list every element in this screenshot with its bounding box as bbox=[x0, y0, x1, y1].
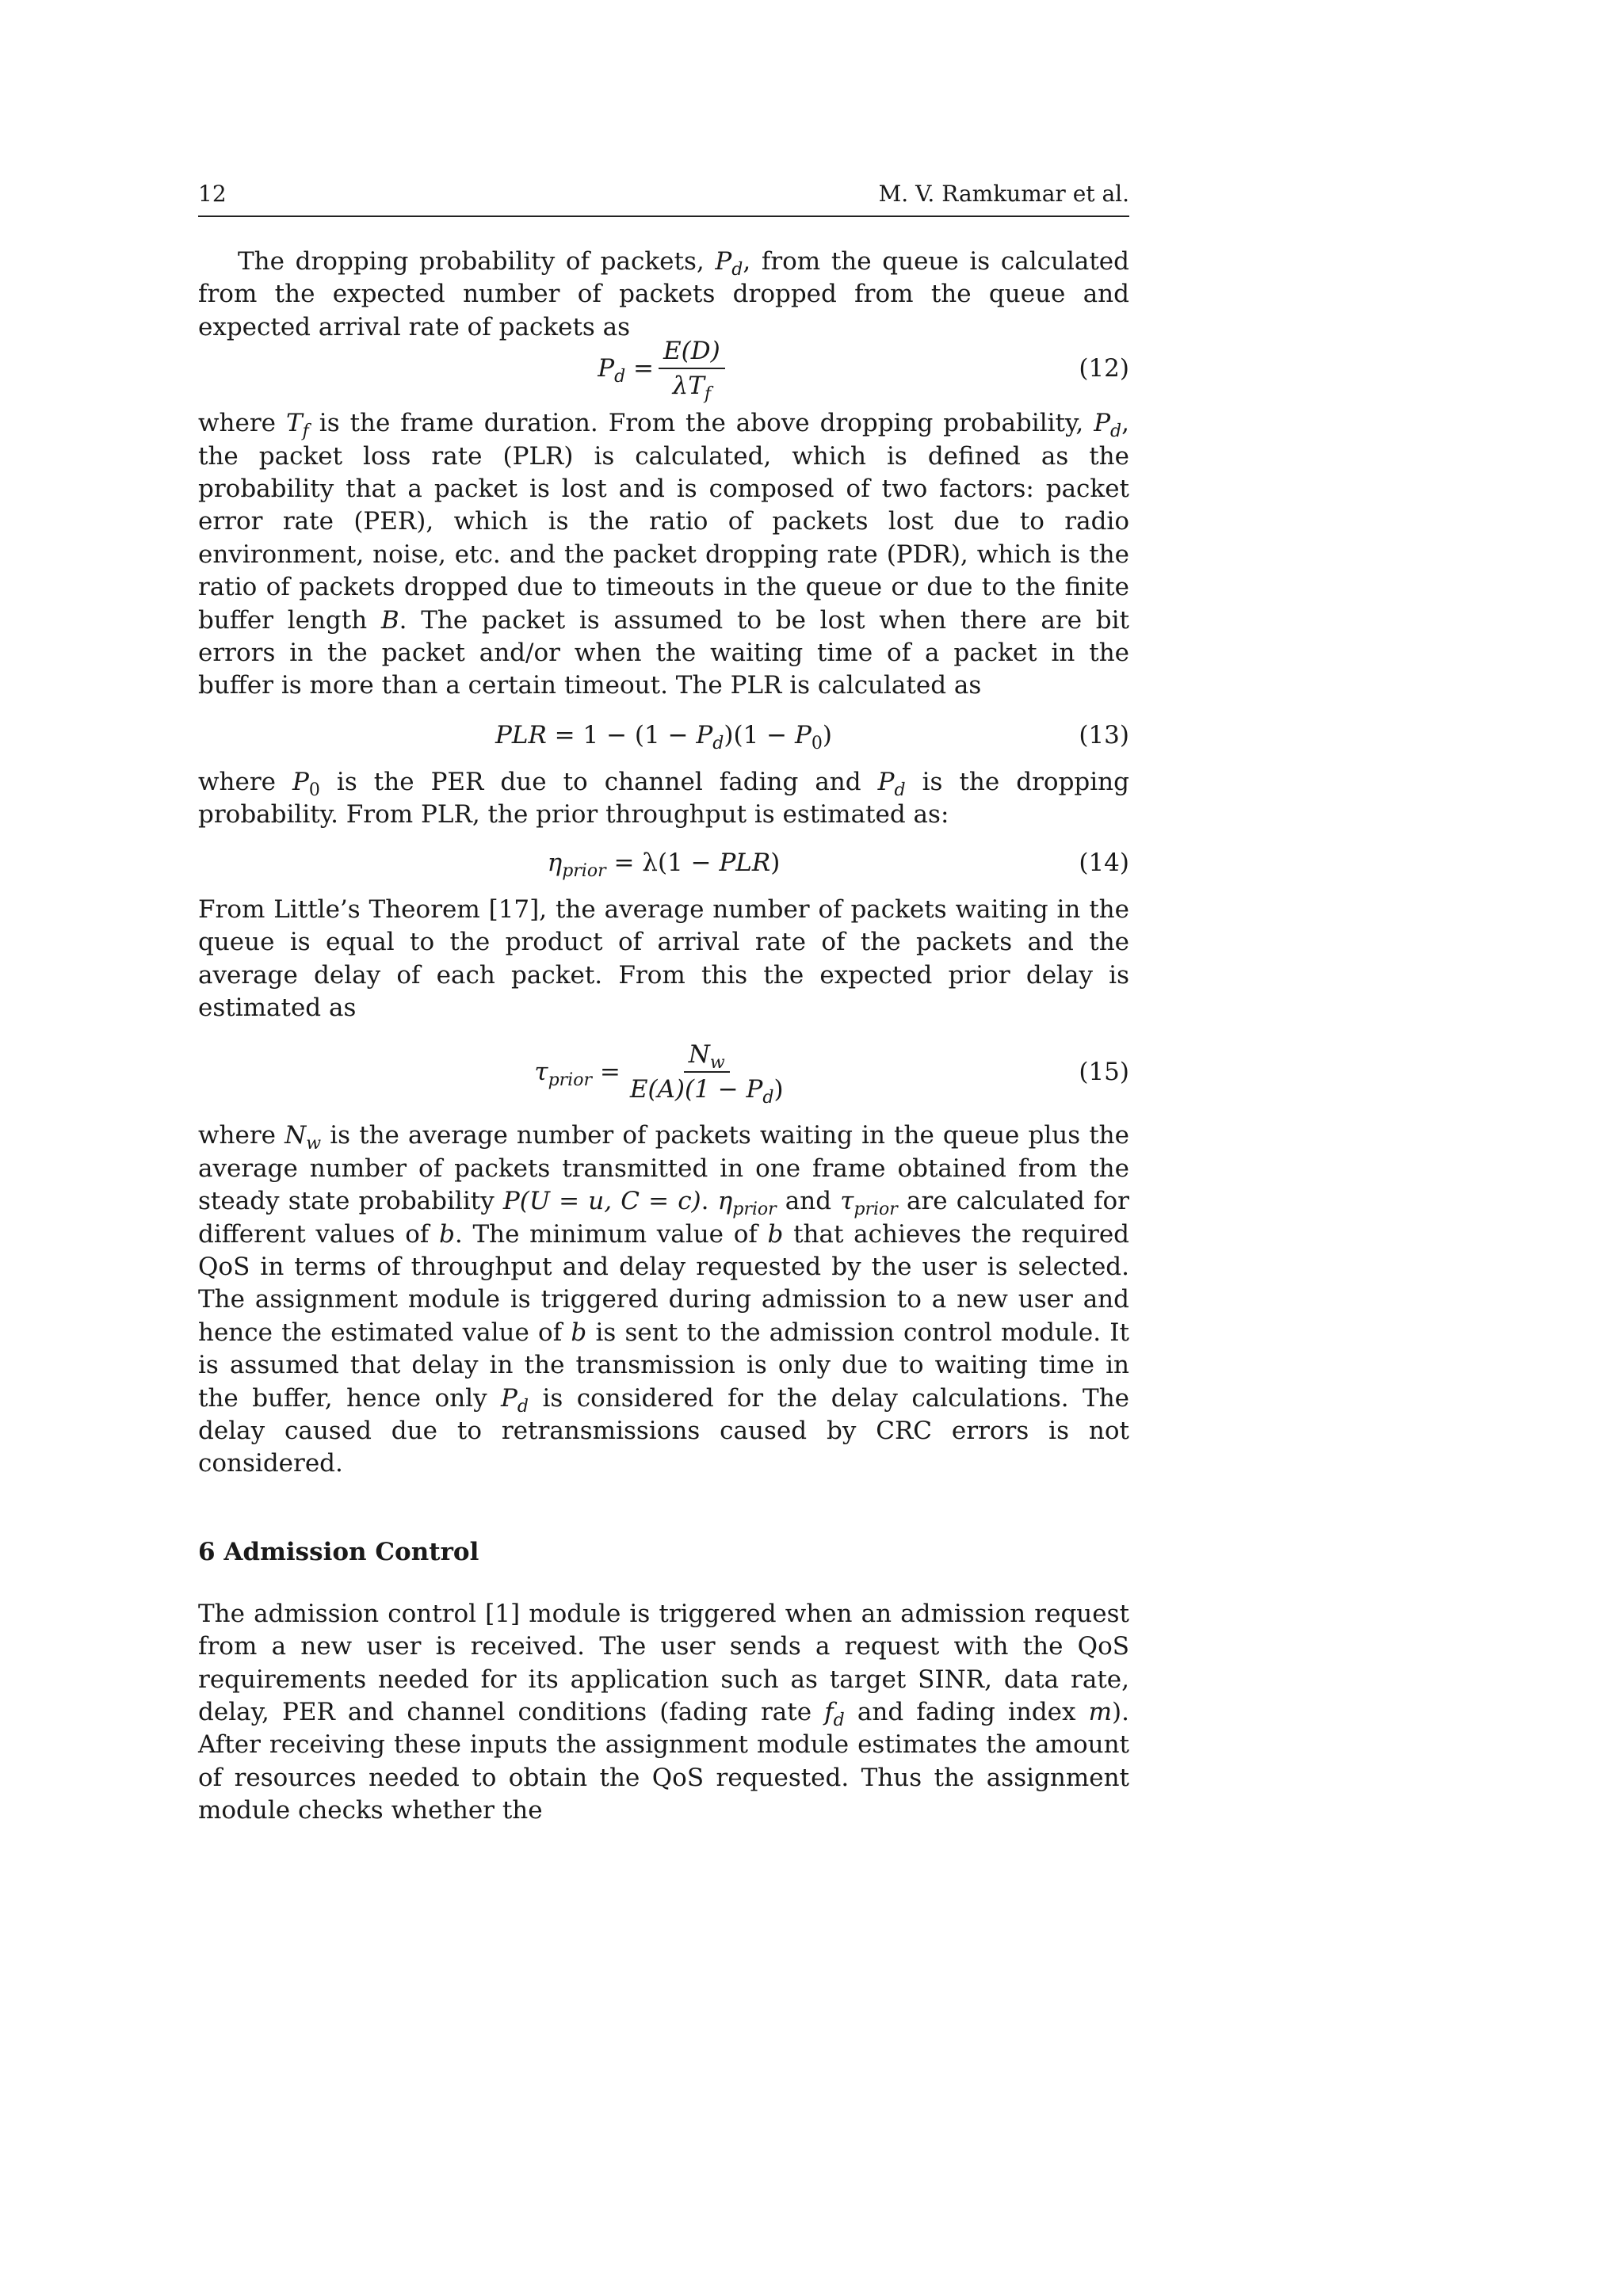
running-head bbox=[198, 181, 1129, 217]
equation-13: PLR = $1 - (1 - P_d)(1 - P_0)$ (13) bbox=[495, 720, 1129, 753]
paragraph-steady-state: where $N_w$ is the average number of packets waiting in the queue plus the average number of packets transmitted in one frame obtained from the steady state probability P(U = u, C = c). $\eta_{prior}$ and $\tau_{prior}$ are calculated for different values of b. The minimum value of b that achieves the required QoS in terms of throughput and delay requested by the user is selected. The assignment module is triggered during admission to a new user and hence the estimated value of b is sent to the admission control module. It is assumed that delay in the transmission is only due to waiting time in the buffer, hence only $P_d$ is considered for the delay calculations. The delay caused due to retransmissions caused by CRC errors is not considered. bbox=[198, 1121, 1130, 1478]
paragraph-packet-loss-rate: where $T_f$ is the frame duration. From the above dropping probability, $P_d$, the packet loss rate (PLR) is calculated, which is defined as the probability that a packet is lost and is composed of two factors: packet error rate (PER), which is the ratio of packets lost due to radio environment, noise, etc. and the packet dropping rate (PDR), which is the ratio of packets dropped due to timeouts in the queue or due to the finite buffer length B. The packet is assumed to be lost when there are bit errors in the packet and/or when the waiting time of a packet in the buffer is more than a certain timeout. The PLR is calculated as bbox=[198, 409, 1129, 700]
page bbox=[198, 181, 1129, 1828]
paragraph-dropping-probability: The dropping probability of packets, $P_d$, from the queue is calculated from the expected number of packets dropped from the queue and expected arrival rate of packets as bbox=[198, 247, 1129, 341]
equation-14: $\eta_{prior} = \lambda(1 - PLR)$ (14) bbox=[547, 848, 1129, 881]
paragraph-littles-theorem: From Little’s Theorem [17], the average number of packets waiting in the queue is equal to the product of arrival rate of the packets and the average delay of each packet. From this the expected prior delay is estimated as bbox=[198, 894, 1129, 1022]
running-head-authors: M. V. Ramkumar et al. bbox=[878, 181, 1129, 207]
equation-number: (13) bbox=[1079, 720, 1129, 749]
paragraph-prior-throughput: where $P_0$ is the PER due to channel fading and $P_d$ is the dropping probability. From PLR, the prior throughput is estimated as: bbox=[198, 767, 1129, 830]
equation-number: (14) bbox=[1079, 848, 1129, 877]
equation-12: $P_d$ = $\frac{E(D)}{\lambda T_f}$ (12) bbox=[598, 337, 1129, 405]
equation-number: (12) bbox=[1079, 354, 1129, 383]
equation-number: (15) bbox=[1079, 1058, 1129, 1087]
section-heading: 6 Admission Control bbox=[198, 1537, 479, 1566]
equation-15: $\tau_{prior}$ = $\frac{N_w}{E(A)(1 - P_d)}$ (15) bbox=[534, 1040, 1129, 1108]
fraction: $\frac{N_w}{E(A)(1 - P_d)}$ bbox=[629, 1040, 784, 1108]
page-number: 12 bbox=[198, 181, 227, 207]
fraction: $\frac{E(D)}{\lambda T_f}$ bbox=[659, 336, 725, 401]
paragraph-admission-control: The admission control [1] module is triggered when an admission request from a new user is received. The user sends a request with the QoS requirements needed for its application such as target SINR, data rate, delay, PER and channel conditions (fading rate $f_d$ and fading index m). After receiving these inputs the assignment module estimates the amount of resources needed to obtain the QoS requested. Thus the assignment module checks whether the bbox=[198, 1599, 1129, 1825]
